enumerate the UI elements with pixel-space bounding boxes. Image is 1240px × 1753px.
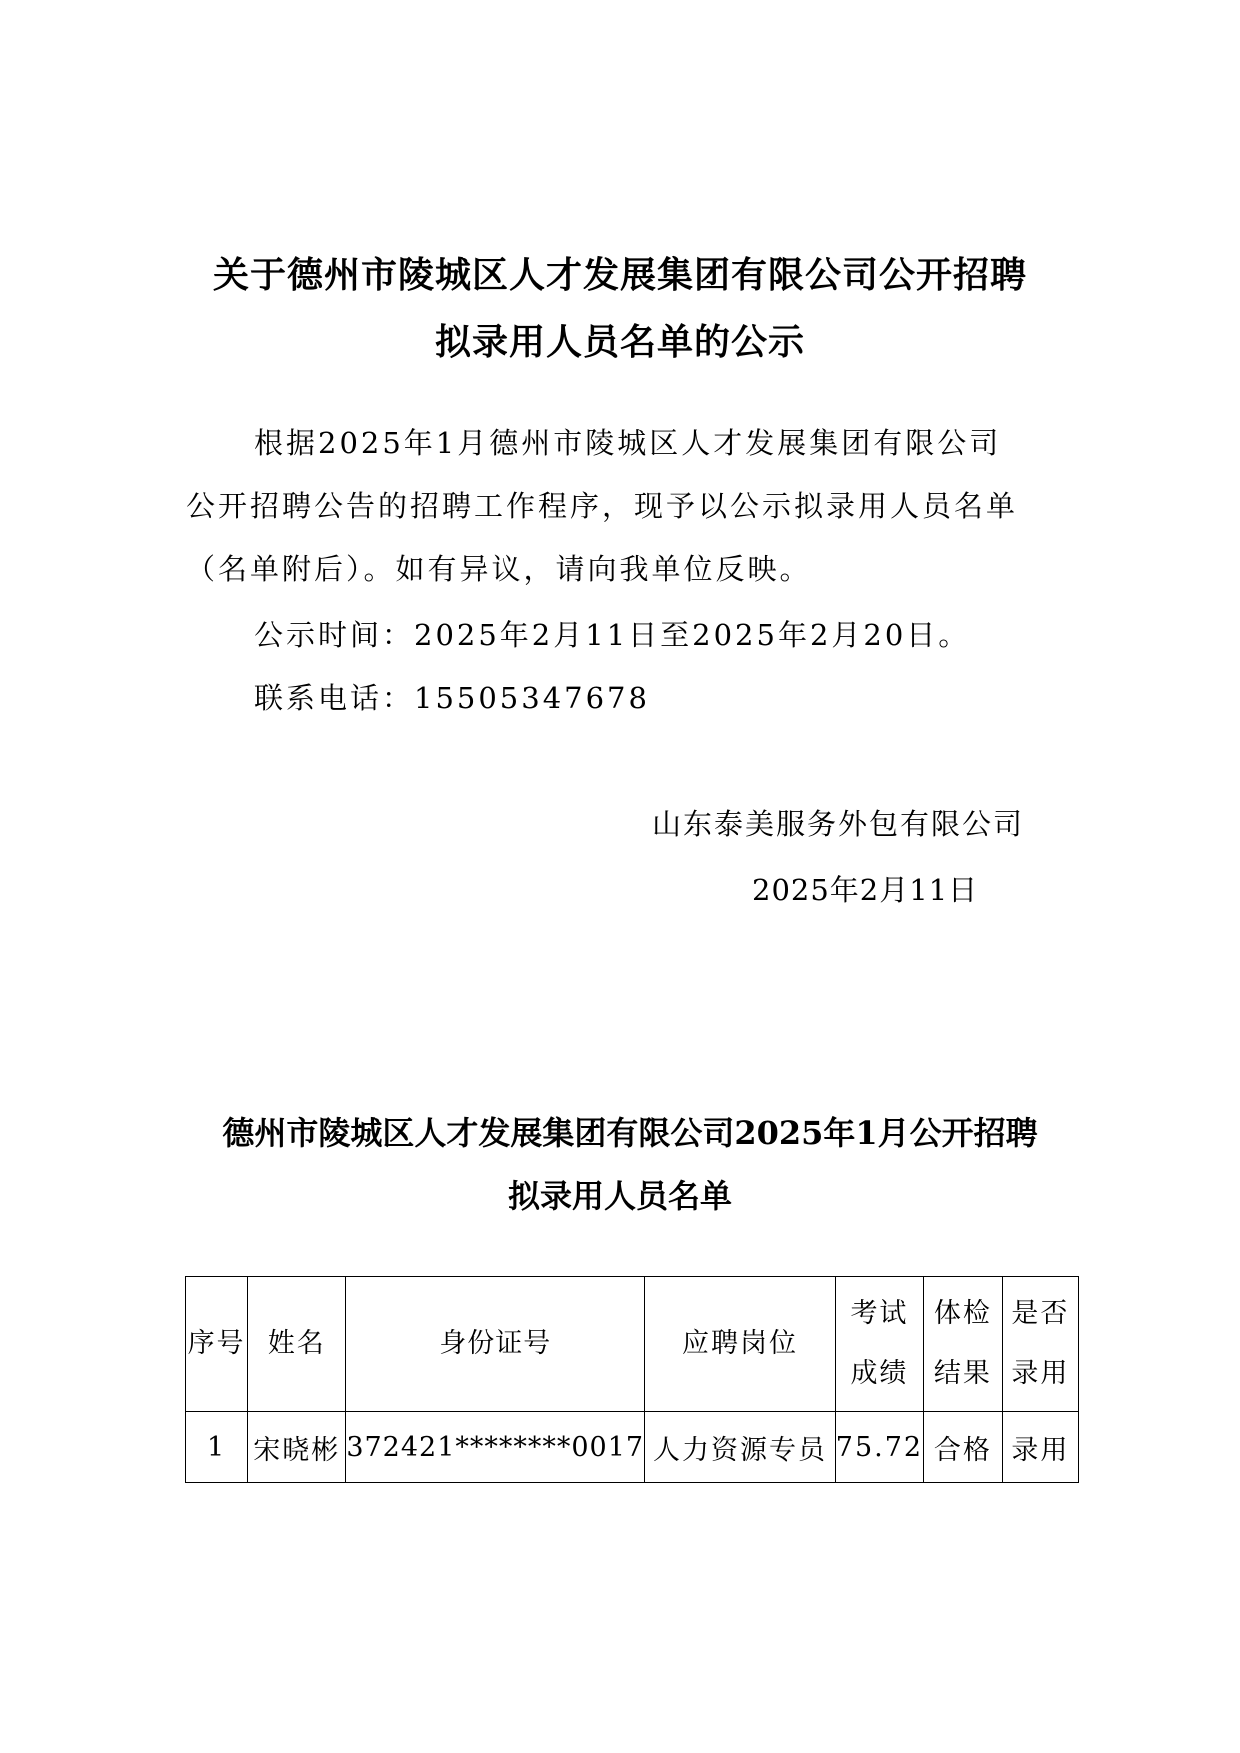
contact-phone: 联系电话：15505347678 — [254, 681, 650, 715]
header-health-line1: 体检 — [933, 1298, 992, 1329]
header-id: 身份证号 — [346, 1277, 645, 1412]
cell-health: 合格 — [924, 1412, 1003, 1483]
header-score — [835, 1277, 923, 1412]
table-row — [186, 1412, 1079, 1483]
notice-title-line1: 关于德州市陵城区人才发展集团有限公司公开招聘 — [212, 254, 1027, 296]
list-title-line2: 拟录用人员名单 — [507, 1177, 732, 1215]
header-score-line2: 成绩 — [850, 1358, 909, 1389]
header-health — [924, 1277, 1003, 1412]
header-hired — [1002, 1277, 1078, 1412]
signature-date: 2025年2月11日 — [752, 873, 979, 907]
cell-id: 372421********0017 — [346, 1412, 645, 1483]
header-score-line1: 考试 — [850, 1298, 909, 1329]
notice-paragraph-line3: （名单附后）。如有异议，请向我单位反映。 — [186, 552, 812, 586]
notice-paragraph-line1: 根据2025年1月德州市陵城区人才发展集团有限公司 — [254, 426, 1002, 460]
cell-score: 75.72 — [835, 1412, 923, 1483]
header-health-line2: 结果 — [933, 1358, 992, 1389]
header-name: 姓名 — [248, 1277, 346, 1412]
publicity-period: 公示时间：2025年2月11日至2025年2月20日。 — [254, 618, 971, 652]
cell-hired: 录用 — [1002, 1412, 1078, 1483]
cell-no: 1 — [186, 1412, 248, 1483]
cell-name: 宋晓彬 — [248, 1412, 346, 1483]
header-post: 应聘岗位 — [645, 1277, 836, 1412]
header-no: 序号 — [186, 1277, 248, 1412]
header-hired-line2: 录用 — [1011, 1358, 1070, 1389]
notice-title-line2: 拟录用人员名单的公示 — [434, 321, 805, 363]
list-title-line1: 德州市陵城区人才发展集团有限公司2025年1月公开招聘 — [222, 1114, 1038, 1152]
header-hired-line1: 是否 — [1011, 1298, 1070, 1329]
signature-company: 山东泰美服务外包有限公司 — [652, 807, 1025, 841]
notice-paragraph-line2: 公开招聘公告的招聘工作程序，现予以公示拟录用人员名单 — [186, 489, 1019, 523]
hire-list-table — [185, 1276, 1079, 1483]
cell-post: 人力资源专员 — [645, 1412, 836, 1483]
table-header-row — [186, 1277, 1079, 1412]
